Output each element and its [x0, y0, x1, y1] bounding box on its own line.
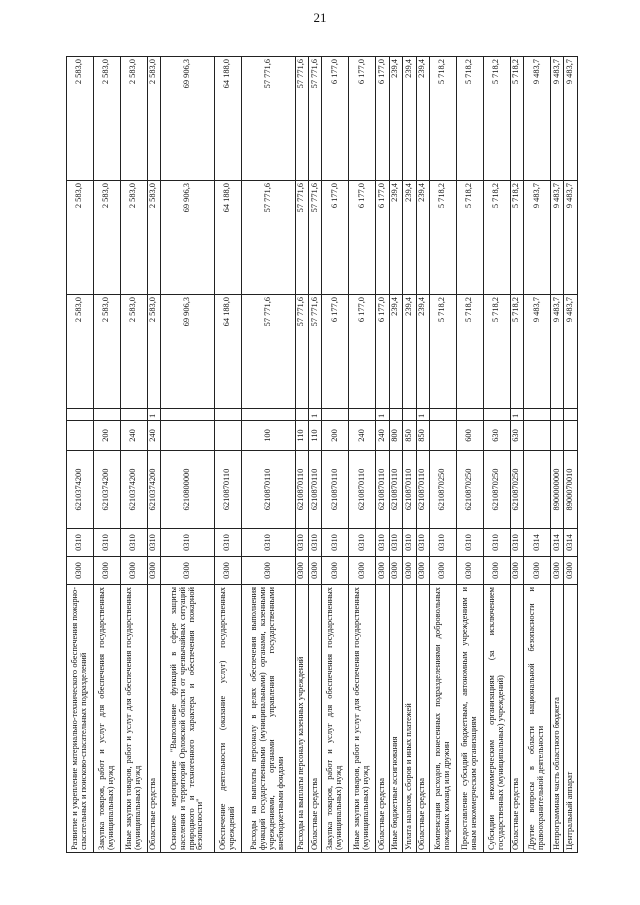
table-row [295, 57, 308, 853]
cell-csr: 6210870110 [389, 451, 402, 529]
cell-v2: 57 771,6 [309, 181, 322, 295]
cell-v2: 239,4 [403, 181, 416, 295]
cell-csr: 6210870110 [376, 451, 389, 529]
cell-v3: 6 177,0 [322, 57, 349, 181]
table-row [416, 57, 429, 853]
cell-v3: 5 718,2 [483, 57, 510, 181]
cell-v1: 5 718,2 [456, 295, 483, 409]
cell-v3: 9 483,7 [564, 57, 578, 181]
cell-csr: 6210870110 [309, 451, 322, 529]
cell-name: Центральный аппарат [564, 585, 578, 853]
cell-name: Областные средства [416, 585, 429, 853]
cell-cls: 1 [376, 409, 389, 421]
table-row [550, 57, 563, 853]
cell-sec: 0300 [67, 557, 94, 585]
cell-sub: 0314 [524, 529, 551, 557]
cell-vr [214, 421, 241, 451]
cell-vr: 200 [93, 421, 120, 451]
table-row [389, 57, 402, 853]
cell-name: Субсидии некоммерческим организациям (за исключением государственных (муниципальных) учреждений) [483, 585, 510, 853]
cell-cls [349, 409, 376, 421]
cell-v1: 64 188,0 [214, 295, 241, 409]
cell-v1: 9 483,7 [524, 295, 551, 409]
cell-csr: 6210374200 [93, 451, 120, 529]
cell-v1: 6 177,0 [376, 295, 389, 409]
cell-v1: 57 771,6 [295, 295, 308, 409]
cell-v1: 9 483,7 [550, 295, 563, 409]
cell-name: Иные бюджетные ассигнования [389, 585, 402, 853]
cell-sub: 0310 [349, 529, 376, 557]
cell-v3: 57 771,6 [241, 57, 295, 181]
cell-csr: 6210870110 [349, 451, 376, 529]
cell-v2: 6 177,0 [376, 181, 389, 295]
cell-sec: 0300 [214, 557, 241, 585]
cell-name: Закупка товаров, работ и услуг для обеспечения государственных (муниципальных) нужд [93, 585, 120, 853]
cell-sec: 0300 [416, 557, 429, 585]
cell-sec: 0300 [322, 557, 349, 585]
cell-v3: 239,4 [389, 57, 402, 181]
cell-v3: 9 483,7 [550, 57, 563, 181]
cell-v1: 239,4 [389, 295, 402, 409]
cell-sub: 0310 [214, 529, 241, 557]
cell-v2: 5 718,2 [429, 181, 456, 295]
table-row [67, 57, 94, 853]
cell-v3: 9 483,7 [524, 57, 551, 181]
cell-v1: 5 718,2 [483, 295, 510, 409]
cell-cls [429, 409, 456, 421]
cell-name: Основное мероприятие "Выполнение функций в сфере защиты населения и территорий Орловской области от чрезвычайных ситуаций природного и техногенного характера и обеспечения пожарной безопасности" [161, 585, 215, 853]
cell-csr: 6210374200 [67, 451, 94, 529]
cell-csr: 6210800000 [161, 451, 215, 529]
cell-sec: 0300 [120, 557, 147, 585]
cell-v3: 5 718,2 [456, 57, 483, 181]
cell-v2: 2 583,0 [120, 181, 147, 295]
table-row [456, 57, 483, 853]
cell-v3: 57 771,6 [295, 57, 308, 181]
cell-sub: 0310 [376, 529, 389, 557]
table-row [147, 57, 160, 853]
cell-v2: 9 483,7 [550, 181, 563, 295]
cell-csr: 6210870110 [295, 451, 308, 529]
cell-v2: 69 906,3 [161, 181, 215, 295]
table-body [67, 57, 578, 853]
table-row [309, 57, 322, 853]
cell-sub: 0310 [309, 529, 322, 557]
cell-csr: 6210870250 [510, 451, 523, 529]
cell-cls [389, 409, 402, 421]
cell-vr: 630 [483, 421, 510, 451]
cell-v3: 5 718,2 [510, 57, 523, 181]
cell-sub: 0310 [93, 529, 120, 557]
cell-cls [241, 409, 295, 421]
cell-cls [483, 409, 510, 421]
cell-csr: 8900000000 [550, 451, 563, 529]
cell-v3: 6 177,0 [349, 57, 376, 181]
table-row [524, 57, 551, 853]
cell-name: Непрограммная часть областного бюджета [550, 585, 563, 853]
cell-v3: 69 906,3 [161, 57, 215, 181]
cell-name: Уплата налогов, сборов и иных платежей [403, 585, 416, 853]
cell-csr: 6210870110 [322, 451, 349, 529]
cell-csr: 6210870110 [403, 451, 416, 529]
cell-name: Компенсация расходов, понесенных подразделениями добровольных пожарных команд или дружин [429, 585, 456, 853]
cell-vr [550, 421, 563, 451]
cell-v1: 2 583,0 [67, 295, 94, 409]
cell-sec: 0300 [309, 557, 322, 585]
cell-vr [564, 421, 578, 451]
cell-v1: 2 583,0 [120, 295, 147, 409]
cell-name: Областные средства [147, 585, 160, 853]
table-row [564, 57, 578, 853]
cell-sub: 0310 [147, 529, 160, 557]
cell-v2: 64 188,0 [214, 181, 241, 295]
cell-sub: 0310 [295, 529, 308, 557]
table-row [429, 57, 456, 853]
cell-sub: 0310 [416, 529, 429, 557]
cell-name: Областные средства [376, 585, 389, 853]
cell-sec: 0300 [510, 557, 523, 585]
cell-v1: 6 177,0 [322, 295, 349, 409]
cell-v1: 239,4 [416, 295, 429, 409]
cell-sec: 0300 [456, 557, 483, 585]
cell-sec: 0300 [147, 557, 160, 585]
cell-sub: 0310 [241, 529, 295, 557]
cell-sec: 0300 [349, 557, 376, 585]
cell-cls: 1 [309, 409, 322, 421]
cell-vr: 110 [309, 421, 322, 451]
table-row [403, 57, 416, 853]
cell-v2: 9 483,7 [564, 181, 578, 295]
cell-vr: 240 [120, 421, 147, 451]
cell-v1: 2 583,0 [93, 295, 120, 409]
table-row [93, 57, 120, 853]
cell-vr [524, 421, 551, 451]
cell-v1: 9 483,7 [564, 295, 578, 409]
cell-cls [456, 409, 483, 421]
table-row [510, 57, 523, 853]
table-row [376, 57, 389, 853]
cell-sec: 0300 [429, 557, 456, 585]
cell-v2: 2 583,0 [67, 181, 94, 295]
cell-v3: 239,4 [416, 57, 429, 181]
cell-sub: 0310 [389, 529, 402, 557]
cell-csr: 6210870110 [214, 451, 241, 529]
cell-cls: 1 [416, 409, 429, 421]
table-row [161, 57, 215, 853]
cell-sub: 0310 [120, 529, 147, 557]
cell-vr: 100 [241, 421, 295, 451]
cell-vr: 200 [322, 421, 349, 451]
table-row [322, 57, 349, 853]
cell-name: Другие вопросы в области национальной безопасности и правоохранительной деятельности [524, 585, 551, 853]
cell-name: Расходы на выплаты персоналу казенных учреждений [295, 585, 308, 853]
cell-cls [161, 409, 215, 421]
cell-csr: 6210870110 [241, 451, 295, 529]
cell-v2: 2 583,0 [147, 181, 160, 295]
cell-sec: 0300 [524, 557, 551, 585]
cell-vr [161, 421, 215, 451]
cell-cls [524, 409, 551, 421]
cell-sec: 0300 [241, 557, 295, 585]
cell-cls [93, 409, 120, 421]
cell-cls [322, 409, 349, 421]
cell-sub: 0310 [483, 529, 510, 557]
cell-v1: 5 718,2 [429, 295, 456, 409]
cell-sec: 0300 [564, 557, 578, 585]
cell-csr: 6210870250 [483, 451, 510, 529]
cell-vr: 600 [456, 421, 483, 451]
cell-vr: 240 [147, 421, 160, 451]
cell-vr [67, 421, 94, 451]
cell-v2: 57 771,6 [241, 181, 295, 295]
cell-v2: 5 718,2 [456, 181, 483, 295]
cell-cls [403, 409, 416, 421]
table-row [483, 57, 510, 853]
cell-cls [295, 409, 308, 421]
cell-name: Расходы на выплаты персоналу в целях обеспечения выполнения функций государственными (муниципальными) органами, казенными учреждениями, органами управления государственными внебюджетными фондами [241, 585, 295, 853]
cell-v2: 6 177,0 [322, 181, 349, 295]
cell-cls [564, 409, 578, 421]
cell-vr [429, 421, 456, 451]
cell-v3: 2 583,0 [93, 57, 120, 181]
cell-sub: 0314 [564, 529, 578, 557]
cell-vr: 800 [389, 421, 402, 451]
cell-v2: 5 718,2 [483, 181, 510, 295]
cell-vr: 240 [349, 421, 376, 451]
budget-table-rotated [66, 57, 578, 853]
cell-csr: 8900070010 [564, 451, 578, 529]
cell-v2: 6 177,0 [349, 181, 376, 295]
cell-sub: 0310 [322, 529, 349, 557]
cell-v2: 9 483,7 [524, 181, 551, 295]
cell-csr [524, 451, 551, 529]
cell-sub: 0310 [67, 529, 94, 557]
cell-csr: 6210870250 [456, 451, 483, 529]
page-number: 21 [313, 10, 327, 25]
cell-v3: 6 177,0 [376, 57, 389, 181]
cell-v2: 57 771,6 [295, 181, 308, 295]
cell-v1: 57 771,6 [309, 295, 322, 409]
cell-v3: 2 583,0 [67, 57, 94, 181]
cell-v2: 239,4 [416, 181, 429, 295]
cell-v1: 2 583,0 [147, 295, 160, 409]
cell-sec: 0300 [295, 557, 308, 585]
cell-sub: 0314 [550, 529, 563, 557]
cell-name: Развитие и укрепление материально-технического обеспечения пожарно-спасательных и поисково-спасательных подразделений [67, 585, 94, 853]
cell-v3: 2 583,0 [120, 57, 147, 181]
cell-v3: 2 583,0 [147, 57, 160, 181]
cell-csr: 6210374200 [120, 451, 147, 529]
cell-sec: 0300 [403, 557, 416, 585]
cell-v1: 57 771,6 [241, 295, 295, 409]
cell-csr: 6210870110 [416, 451, 429, 529]
cell-name: Областные средства [510, 585, 523, 853]
table-row [214, 57, 241, 853]
cell-v3: 64 188,0 [214, 57, 241, 181]
cell-cls [550, 409, 563, 421]
budget-table [66, 56, 578, 853]
cell-v3: 5 718,2 [429, 57, 456, 181]
cell-name: Иные закупки товаров, работ и услуг для обеспечения государственных (муниципальных) нужд [120, 585, 147, 853]
cell-vr: 630 [510, 421, 523, 451]
cell-sec: 0300 [389, 557, 402, 585]
cell-sec: 0300 [93, 557, 120, 585]
cell-vr: 850 [403, 421, 416, 451]
cell-sec: 0300 [161, 557, 215, 585]
cell-v2: 239,4 [389, 181, 402, 295]
cell-sec: 0300 [483, 557, 510, 585]
cell-sub: 0310 [161, 529, 215, 557]
cell-vr: 240 [376, 421, 389, 451]
cell-v3: 239,4 [403, 57, 416, 181]
cell-name: Обеспечение деятельности (оказание услуг) государственных учреждений [214, 585, 241, 853]
cell-sec: 0300 [376, 557, 389, 585]
cell-sec: 0300 [550, 557, 563, 585]
cell-vr: 850 [416, 421, 429, 451]
cell-v1: 69 906,3 [161, 295, 215, 409]
cell-cls: 1 [147, 409, 160, 421]
cell-sub: 0310 [510, 529, 523, 557]
cell-v2: 5 718,2 [510, 181, 523, 295]
cell-sub: 0310 [403, 529, 416, 557]
cell-name: Предоставление субсидий бюджетным, автономным учреждениям и иным некоммерческим организациям [456, 585, 483, 853]
cell-v1: 239,4 [403, 295, 416, 409]
table-row [241, 57, 295, 853]
cell-csr: 6210870250 [429, 451, 456, 529]
cell-cls [214, 409, 241, 421]
cell-vr: 110 [295, 421, 308, 451]
cell-sub: 0310 [456, 529, 483, 557]
cell-v2: 2 583,0 [93, 181, 120, 295]
cell-cls: 1 [510, 409, 523, 421]
table-row [120, 57, 147, 853]
cell-v1: 6 177,0 [349, 295, 376, 409]
cell-cls [67, 409, 94, 421]
cell-csr: 6210374200 [147, 451, 160, 529]
cell-name: Областные средства [309, 585, 322, 853]
cell-name: Иные закупки товаров, работ и услуг для обеспечения государственных (муниципальных) нужд [349, 585, 376, 853]
cell-v1: 5 718,2 [510, 295, 523, 409]
table-row [349, 57, 376, 853]
cell-sub: 0310 [429, 529, 456, 557]
cell-name: Закупка товаров, работ и услуг для обеспечения государственных (муниципальных) нужд [322, 585, 349, 853]
cell-cls [120, 409, 147, 421]
cell-v3: 57 771,6 [309, 57, 322, 181]
